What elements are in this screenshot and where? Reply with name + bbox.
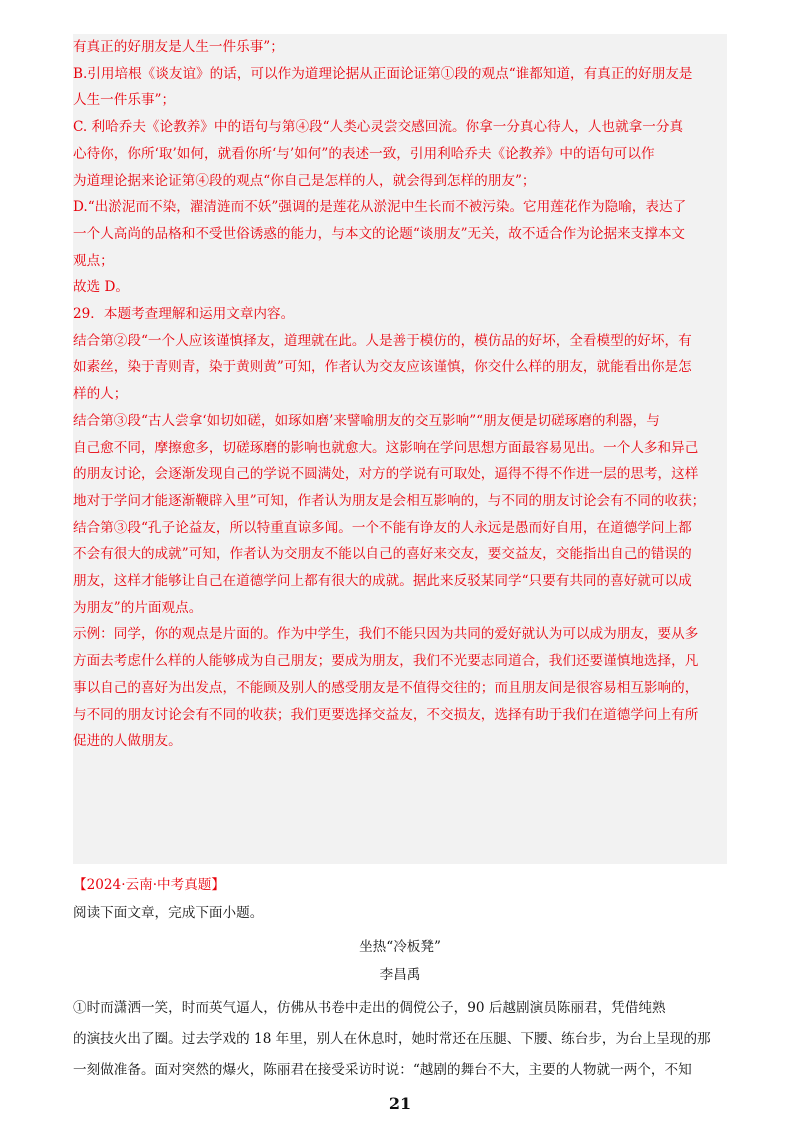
answer-line: 心待你，你所‘取’如何，就看你所‘与’如何”的表述一致，引用利哈乔夫《论教养》中的语句可以作: [73, 145, 655, 162]
page-number: 21: [388, 1094, 412, 1113]
answer-line: 29．本题考查理解和运用文章内容。: [73, 306, 295, 323]
answer-line: 地对于学问才能逐渐鞭辟入里”可知，作者认为朋友是会相互影响的，与不同的朋友讨论会有不同的收获；: [73, 492, 706, 509]
answer-line: 如素丝，染于青则青，染于黄则黄”可知，作者认为交友应该谨慎，你交什么样的朋友，就能看出你是怎: [73, 359, 692, 376]
answer-line: C. 利哈乔夫《论教养》中的语句与第④段“人类心灵尝交感回流。你拿一分真心待人，人也就拿一分真: [73, 119, 684, 136]
answer-line: 为朋友”的片面观点。: [73, 599, 203, 616]
answer-line: D.“出淤泥而不染，濯清涟而不妖”强调的是莲花从淤泥中生长而不被污染。它用莲花作为隐喻，表达了: [73, 199, 687, 216]
passage-line: ①时而潇洒一笑，时而英气逼人，仿佛从书卷中走出的倜傥公子，90 后越剧演员陈丽君，凭借纯熟: [73, 1000, 666, 1016]
answer-line: 观点；: [73, 252, 114, 269]
passage-title: 坐热“冷板凳”: [359, 939, 441, 955]
answer-line: 结合第③段“孔子论益友，所以特重直谅多闻。一个不能有诤友的人永远是愚而好自用，在道德学问上都: [73, 519, 692, 536]
answer-explanation-block: [73, 34, 727, 864]
answer-line: 结合第③段“古人尝拿‘如切如磋，如琢如磨’来譬喻朋友的交互影响”“朋友便是切磋琢磨的利器，与: [73, 412, 660, 429]
passage-body: [73, 993, 727, 1086]
answer-line: 示例：同学，你的观点是片面的。作为中学生，我们不能只因为共同的爱好就认为可以成为朋友，要从多: [73, 626, 699, 643]
answer-line: 样的人；: [73, 386, 128, 403]
answer-line: 自己愈不同，摩擦愈多，切磋琢磨的影响也就愈大。这影响在学问思想方面最容易见出。一个人多和异己: [73, 439, 699, 456]
answer-line: 的朋友讨论，会逐渐发现自己的学说不圆满处，对方的学说有可取处，逼得不得不作进一层的思考，这样: [73, 466, 699, 483]
answer-line: 结合第②段“一个人应该谨慎择友，道理就在此。人是善于模仿的，模仿品的好坏，全看模型的好坏，有: [73, 332, 692, 349]
answer-line: 促进的人做朋友。: [73, 733, 182, 750]
answer-line: 不会有很大的成就”可知，作者认为交朋友不能以自己的喜好来交友，要交益友，交能指出自己的错误的: [73, 546, 692, 563]
answer-line: 有真正的好朋友是人生一件乐事”；: [73, 39, 284, 55]
reading-instruction: 阅读下面文章，完成下面小题。: [73, 905, 264, 921]
passage-author: 李昌禹: [379, 967, 421, 983]
passage-line: 一刻做准备。面对突然的爆火，陈丽君在接受采访时说：“越剧的舞台不大，主要的人物就一两个，不知: [73, 1062, 692, 1078]
answer-line: 朋友，这样才能够让自己在道德学问上都有很大的成就。据此来反驳某同学“只要有共同的喜好就可以成: [73, 573, 692, 590]
source-tag: 【2024·云南·中考真题】: [73, 877, 225, 893]
answer-line: 一个人高尚的品格和不受世俗诱惑的能力，与本文的论题“谈朋友”无关，故不适合作为论据来支撑本文: [73, 225, 686, 242]
answer-line: B.引用培根《谈友谊》的话，可以作为道理论据从正面论证第①段的观点“谁都知道，有真正的好朋友是: [73, 65, 693, 82]
answer-line: 人生一件乐事”；: [73, 92, 176, 109]
answer-line: 故选 D。: [73, 279, 130, 296]
answer-line: 方面去考虑什么样的人能够成为自己朋友；要成为朋友，我们不光要志同道合，我们还要谨慎地选择，凡: [73, 653, 699, 670]
passage-line: 的演技火出了圈。过去学戏的 18 年里，别人在休息时，她时常还在压腿、下腰、练台步，为台上呈现的那: [73, 1031, 711, 1047]
answer-line: 事以自己的喜好为出发点，不能顾及别人的感受朋友是不值得交往的；而且朋友间是很容易相互影响的，: [73, 679, 699, 696]
answer-line: 为道理论据来论证第④段的观点“你自己是怎样的人，就会得到怎样的朋友”；: [73, 172, 536, 189]
answer-line: 与不同的朋友讨论会有不同的收获；我们更要选择交益友，不交损友，选择有助于我们在道德学问上有所: [73, 706, 699, 723]
